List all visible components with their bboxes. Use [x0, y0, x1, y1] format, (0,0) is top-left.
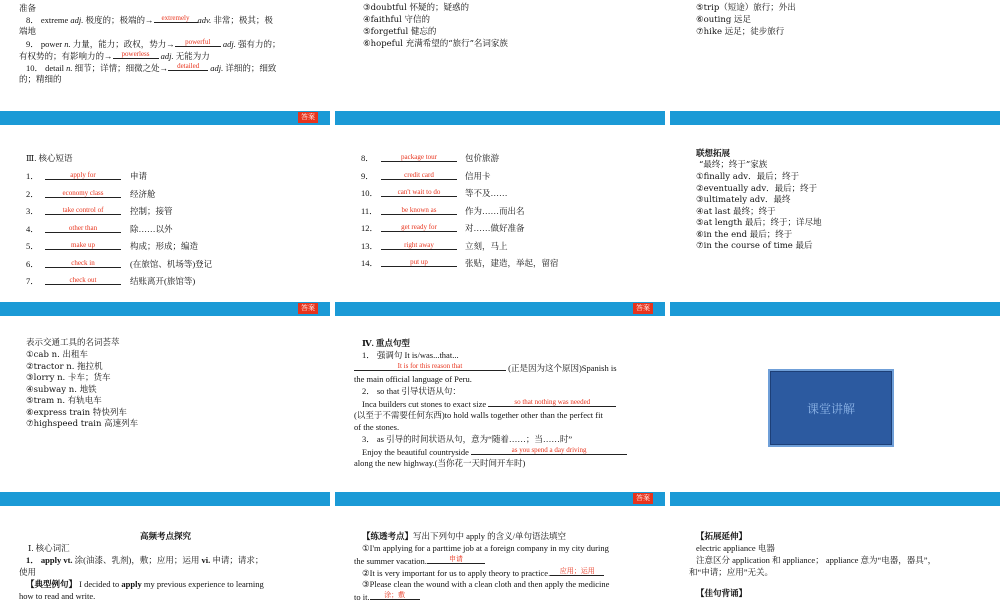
slide-footer-bar	[335, 492, 665, 506]
list-item: ④faithful 守信的	[363, 15, 430, 25]
text-line: 【练透考点】写出下列句中 apply 的含义/单句语法填空	[362, 531, 567, 541]
text-line: 和“申请；应用”无关。	[689, 567, 774, 577]
slide-core-phrases-1	[0, 131, 330, 316]
list-item: ⑤tram n. 有轨电车	[26, 396, 102, 406]
phrase-number: 7．	[26, 276, 39, 286]
answer-blank-wrap	[45, 241, 121, 254]
answer-blank-wrap	[381, 223, 457, 236]
text-line: 使用	[19, 567, 37, 577]
answer-blank-wrap	[381, 206, 457, 219]
slide-title: 高频考点探究	[140, 531, 192, 541]
phrase-meaning: 等不及……	[465, 188, 508, 198]
answer-blank: detailed	[168, 62, 208, 71]
phrase-row	[26, 206, 39, 218]
phrase-meaning: 包价旅游	[465, 153, 500, 163]
answer-blank-wrap	[381, 171, 457, 184]
slide-footer-bar	[670, 111, 1000, 125]
phrase-row	[361, 258, 378, 270]
phrase-meaning: 信用卡	[465, 170, 491, 181]
answer-blank: other than	[45, 224, 121, 233]
text-line: 注意区分 application 和 appliance； appliance 意为“电器，器具”，	[696, 555, 937, 565]
answer-blank: put up	[381, 258, 457, 267]
answer-blank: right away	[381, 241, 457, 250]
answer-button[interactable]: 答案	[298, 303, 318, 314]
text-line: 端地	[19, 26, 37, 36]
list-item: ⑦highspeed train 高速列车	[26, 419, 139, 429]
text-line: ②It is very important for us to apply theory to practice. 应用；运用	[362, 567, 604, 580]
answer-button[interactable]: 答案	[633, 303, 653, 314]
phrase-meaning: 除……以外	[130, 223, 173, 234]
phrase-row	[361, 188, 378, 200]
answer-blank: get ready for	[381, 223, 457, 232]
text-line: 2． so that 引导状语从句：	[362, 386, 461, 396]
text-line: 的；精细的	[19, 74, 62, 84]
phrase-meaning: 结账离开(旅馆等)	[130, 276, 196, 286]
text-line: ①I'm applying for a parttime job at a foreign company in my city during	[362, 543, 609, 553]
text-line: 3． as 引导的时间状语从句，意为“随着……；当……时”	[362, 434, 573, 444]
list-item: ④subway n. 地铁	[26, 384, 97, 395]
answer-blank-wrap	[45, 189, 121, 202]
section-heading: 【佳句背诵】	[696, 588, 748, 598]
text-line: 8． extreme adj. 极度的；极端的→ extremely adv. 非常；极其；极	[26, 14, 273, 25]
answer-blank: check out	[45, 276, 121, 285]
answer-blank: It is for this reason that	[354, 362, 506, 371]
phrase-meaning: (在旅馆、机场等)登记	[130, 258, 213, 269]
text-line: 10． detail n. 细节；详情；细微之处→ detailed adj. 详细的；细致	[26, 62, 277, 73]
text-line: Ⅰ. 核心词汇	[28, 543, 70, 553]
answer-blank-wrap	[381, 258, 457, 271]
answer-blank: apply for	[45, 171, 121, 180]
phrase-number: 14．	[361, 258, 379, 268]
answer-button[interactable]: 答案	[298, 112, 318, 123]
answer-blank: 涂；敷	[370, 591, 420, 600]
list-item: ③ultimately adv．最终	[696, 195, 791, 205]
answer-blank: powerful	[175, 38, 221, 47]
text-line: of the stones.	[354, 422, 400, 432]
answer-blank-wrap	[381, 153, 457, 166]
answer-blank: 申请	[427, 555, 485, 564]
list-item: ⑥in the end 最后；终于	[696, 229, 793, 240]
list-item: ⑤forgetful 健忘的	[363, 27, 437, 37]
phrase-number: 1．	[26, 171, 39, 181]
answer-blank: take control of	[45, 206, 121, 215]
phrase-row	[361, 153, 374, 165]
slide-travel-family	[670, 0, 1000, 125]
answer-blank: extremely	[154, 14, 198, 23]
phrase-row	[26, 241, 39, 253]
text-line: 1． apply vt. 涂(油漆、乳剂)，敷；应用；运用 vi. 申请；请求；	[26, 555, 264, 565]
lecture-button[interactable]: 课堂讲解	[768, 369, 894, 447]
slide-footer-bar	[0, 302, 330, 316]
answer-blank: check in	[45, 259, 121, 268]
phrase-number: 9．	[361, 170, 374, 181]
phrase-number: 5．	[26, 241, 39, 251]
slide-extension	[670, 511, 1000, 600]
text-line: (以至于不需要任何东西)to hold walls together other than the perfect fit	[354, 410, 603, 420]
list-item: ⑤at length 最后；终于；详尽地	[696, 218, 822, 228]
text-line: along the new highway.(当你花一天时间开车时)	[354, 458, 526, 468]
phrase-row	[26, 259, 39, 271]
list-item: ②tractor n. 拖拉机	[26, 361, 103, 372]
text-line: the summer vacation. 申请	[354, 555, 485, 568]
list-item: ①cab n. 出租车	[26, 350, 88, 360]
phrase-number: 12．	[361, 223, 379, 233]
text-line: 有权势的；有影响力的→ powerless adj. 无能为力	[19, 50, 210, 61]
section-heading: Ⅲ. 核心短语	[26, 153, 73, 163]
section-heading: Ⅳ. 重点句型	[362, 338, 410, 348]
answer-blank: be known as	[381, 206, 457, 215]
text-line: to it. 涂；敷	[354, 591, 420, 600]
answer-blank: powerless	[113, 50, 159, 59]
list-item: ②eventually adv．最后；终于	[696, 183, 818, 194]
answer-blank-wrap	[45, 259, 121, 272]
text-line: 9． power n. 力量，能力；政权，势力→ powerful adj. 强有力的；	[26, 38, 281, 49]
phrase-row	[361, 241, 378, 253]
text-line: Inca builders cut stones to exact size so that nothing was needed	[362, 398, 616, 411]
slide-footer-bar	[335, 111, 665, 125]
answer-blank-wrap	[381, 241, 457, 254]
subheading: “最终；终于”家族	[699, 160, 768, 170]
column-gap	[330, 0, 335, 600]
phrase-meaning: 申请	[130, 171, 148, 181]
answer-blank: can't wait to do	[381, 188, 457, 197]
answer-blank: 应用；运用	[550, 567, 604, 576]
list-item: ⑦in the course of time 最后	[696, 241, 813, 251]
phrase-row	[361, 223, 378, 235]
section-heading: 联想拓展	[696, 148, 731, 158]
phrase-meaning: 经济舱	[130, 188, 156, 199]
text-line: electric appliance 电器	[696, 543, 775, 553]
phrase-row	[26, 224, 39, 236]
list-item: ③lorry n. 卡车；货车	[26, 373, 111, 383]
list-item: ④at last 最终；终于	[696, 206, 776, 217]
text-line: 1． 强调句 It is/was...that...	[362, 350, 459, 360]
phrase-meaning: 张贴，建造，举起，留宿	[465, 258, 559, 268]
slide-transport-nouns	[0, 321, 330, 506]
text-line: ③Please clean the wound with a clean cloth and then apply the medicine	[362, 579, 610, 589]
phrase-meaning: 立刻，马上	[465, 240, 508, 251]
list-item: ③doubtful 怀疑的；疑惑的	[363, 3, 470, 13]
answer-blank-wrap	[45, 206, 121, 219]
answer-blank-wrap	[45, 276, 121, 289]
slide-practice	[335, 511, 665, 600]
text-line: It is for this reason that (正是因为这个原因)Spanish is	[354, 362, 617, 375]
text-line: how to read and write.	[19, 591, 96, 600]
answer-button[interactable]: 答案	[633, 493, 653, 504]
phrase-number: 13．	[361, 240, 379, 251]
slide-footer-bar	[0, 111, 330, 125]
answer-blank-wrap	[45, 224, 121, 237]
phrase-number: 10．	[361, 188, 379, 198]
phrase-meaning: 控制；接管	[130, 206, 173, 216]
slide-footer-bar	[670, 492, 1000, 506]
answer-blank: as you spend a day driving	[471, 446, 627, 455]
column-gap	[665, 0, 670, 600]
answer-blank: credit card	[381, 171, 457, 180]
slide-finally-family	[670, 131, 1000, 316]
phrase-number: 2．	[26, 188, 39, 199]
answer-blank: package tour	[381, 153, 457, 162]
slide-title: 表示交通工具的名词荟萃	[26, 338, 120, 348]
list-item: ⑤trip（短途）旅行；外出	[696, 3, 796, 13]
list-item: ①finally adv．最后；终于	[696, 172, 800, 182]
slide-footer-bar	[0, 492, 330, 506]
answer-blank-wrap	[381, 188, 457, 201]
phrase-meaning: 构成；形成；编造	[130, 241, 199, 251]
answer-blank: economy class	[45, 189, 121, 198]
phrase-row	[26, 276, 39, 288]
phrase-meaning: 作为……而出名	[465, 205, 525, 216]
slide-key-sentences	[335, 321, 665, 506]
slide-lecture-link	[670, 321, 1000, 506]
text-line: Enjoy the beautiful countryside as you spend a day driving	[362, 446, 627, 459]
list-item: ⑥express train 特快列车	[26, 407, 127, 418]
phrase-number: 8．	[361, 153, 374, 163]
phrase-row	[26, 171, 39, 183]
list-item: ⑥outing 远足	[696, 15, 751, 25]
slide-adjective-family	[335, 0, 665, 125]
phrase-meaning: 对……做好准备	[465, 223, 525, 233]
list-item: ⑦hike 远足；徒步旅行	[696, 27, 785, 37]
section-heading: 【拓展延伸】	[696, 531, 748, 541]
phrase-row	[26, 189, 39, 201]
text-line: 准备	[19, 3, 37, 13]
slide-exam-points	[0, 511, 330, 600]
slide-core-phrases-2	[335, 131, 665, 316]
phrase-number: 4．	[26, 223, 39, 234]
slide-footer-bar	[335, 302, 665, 316]
text-line: the main official language of Peru.	[354, 374, 472, 384]
phrase-number: 11．	[361, 205, 378, 216]
list-item: ⑥hopeful 充满希望的“旅行”名词家族	[363, 39, 508, 49]
phrase-number: 3．	[26, 206, 39, 216]
phrase-row	[361, 171, 374, 183]
answer-blank: make up	[45, 241, 121, 250]
slide-footer-bar	[670, 302, 1000, 316]
phrase-row	[361, 206, 378, 218]
text-line: 【典型例句】 I decided to apply my previous experience to learning	[26, 579, 264, 589]
answer-blank: so that nothing was needed	[488, 398, 616, 407]
slide-word-forms-1	[0, 0, 330, 125]
answer-blank-wrap	[45, 171, 121, 184]
phrase-number: 6．	[26, 258, 39, 269]
